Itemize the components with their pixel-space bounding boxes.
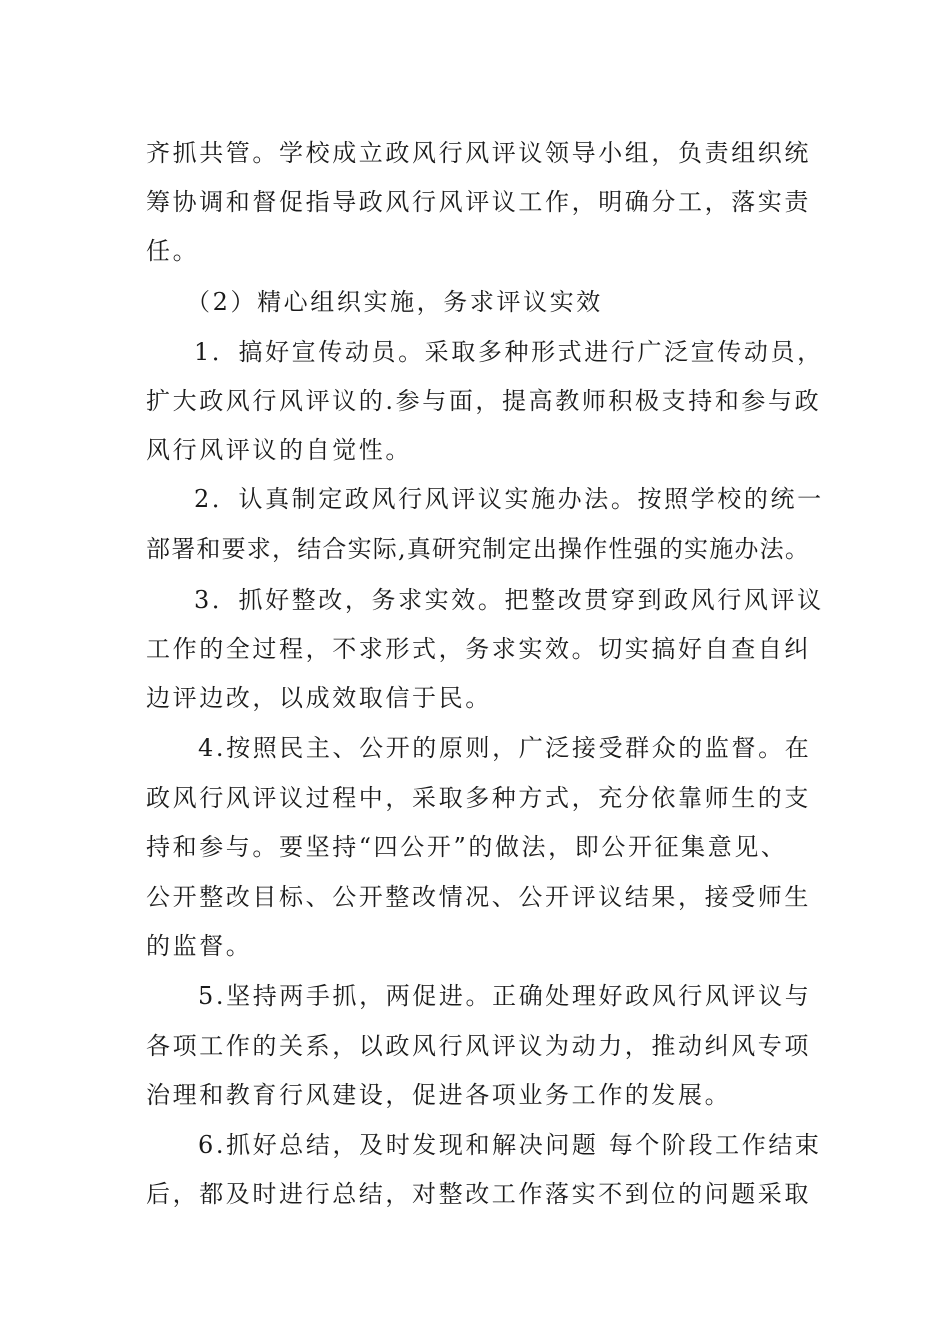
text-line: 筹协调和督促指导政风行风评议工作，明确分工，落实责 — [146, 188, 811, 216]
text-line: 的监督。 — [146, 932, 253, 960]
text-line: 任。 — [146, 237, 200, 265]
text-line: 风行风评议的自觉性。 — [146, 436, 412, 464]
paragraph-first-line: 6.抓好总结，及时发现和解决问题 每个阶段工作结束 — [198, 1131, 822, 1159]
text-line: 工作的全过程，不求形式，务求实效。切实搞好自查自纠 — [146, 635, 811, 663]
text-line: 边评边改，以成效取信于民。 — [146, 684, 492, 712]
paragraph-first-line: 1．搞好宣传动员。采取多种形式进行广泛宣传动员， — [194, 338, 824, 366]
paragraph-first-line: 3．抓好整改，务求实效。把整改贯穿到政风行风评议 — [194, 586, 824, 614]
paragraph-first-line: 5.坚持两手抓，两促进。正确处理好政风行风评议与 — [198, 982, 812, 1010]
text-line: 扩大政风行风评议的.参与面，提高教师积极支持和参与政 — [146, 387, 822, 415]
text-line: 政风行风评议过程中，采取多种方式，充分依靠师生的支 — [146, 784, 811, 812]
text-line: 公开整改目标、公开整改情况、公开评议结果，接受师生 — [146, 883, 811, 911]
paragraph-first-line: 4.按照民主、公开的原则，广泛接受群众的监督。在 — [198, 734, 812, 762]
text-line: 治理和教育行风建设，促进各项业务工作的发展。 — [146, 1081, 732, 1109]
text-line: 齐抓共管。学校成立政风行风评议领导小组，负责组织统 — [146, 139, 811, 167]
text-line: 部署和要求，结合实际,真研究制定出操作性强的实施办法。 — [146, 535, 811, 563]
section-heading: （2）精心组织实施，务求评议实效 — [186, 288, 603, 316]
text-line: 持和参与。要坚持“四公开”的做法，即公开征集意见、 — [146, 833, 788, 861]
text-line: 后，都及时进行总结，对整改工作落实不到位的问题采取 — [146, 1180, 811, 1208]
paragraph-first-line: 2．认真制定政风行风评议实施办法。按照学校的统一 — [194, 485, 824, 513]
text-line: 各项工作的关系，以政风行风评议为动力，推动纠风专项 — [146, 1032, 811, 1060]
